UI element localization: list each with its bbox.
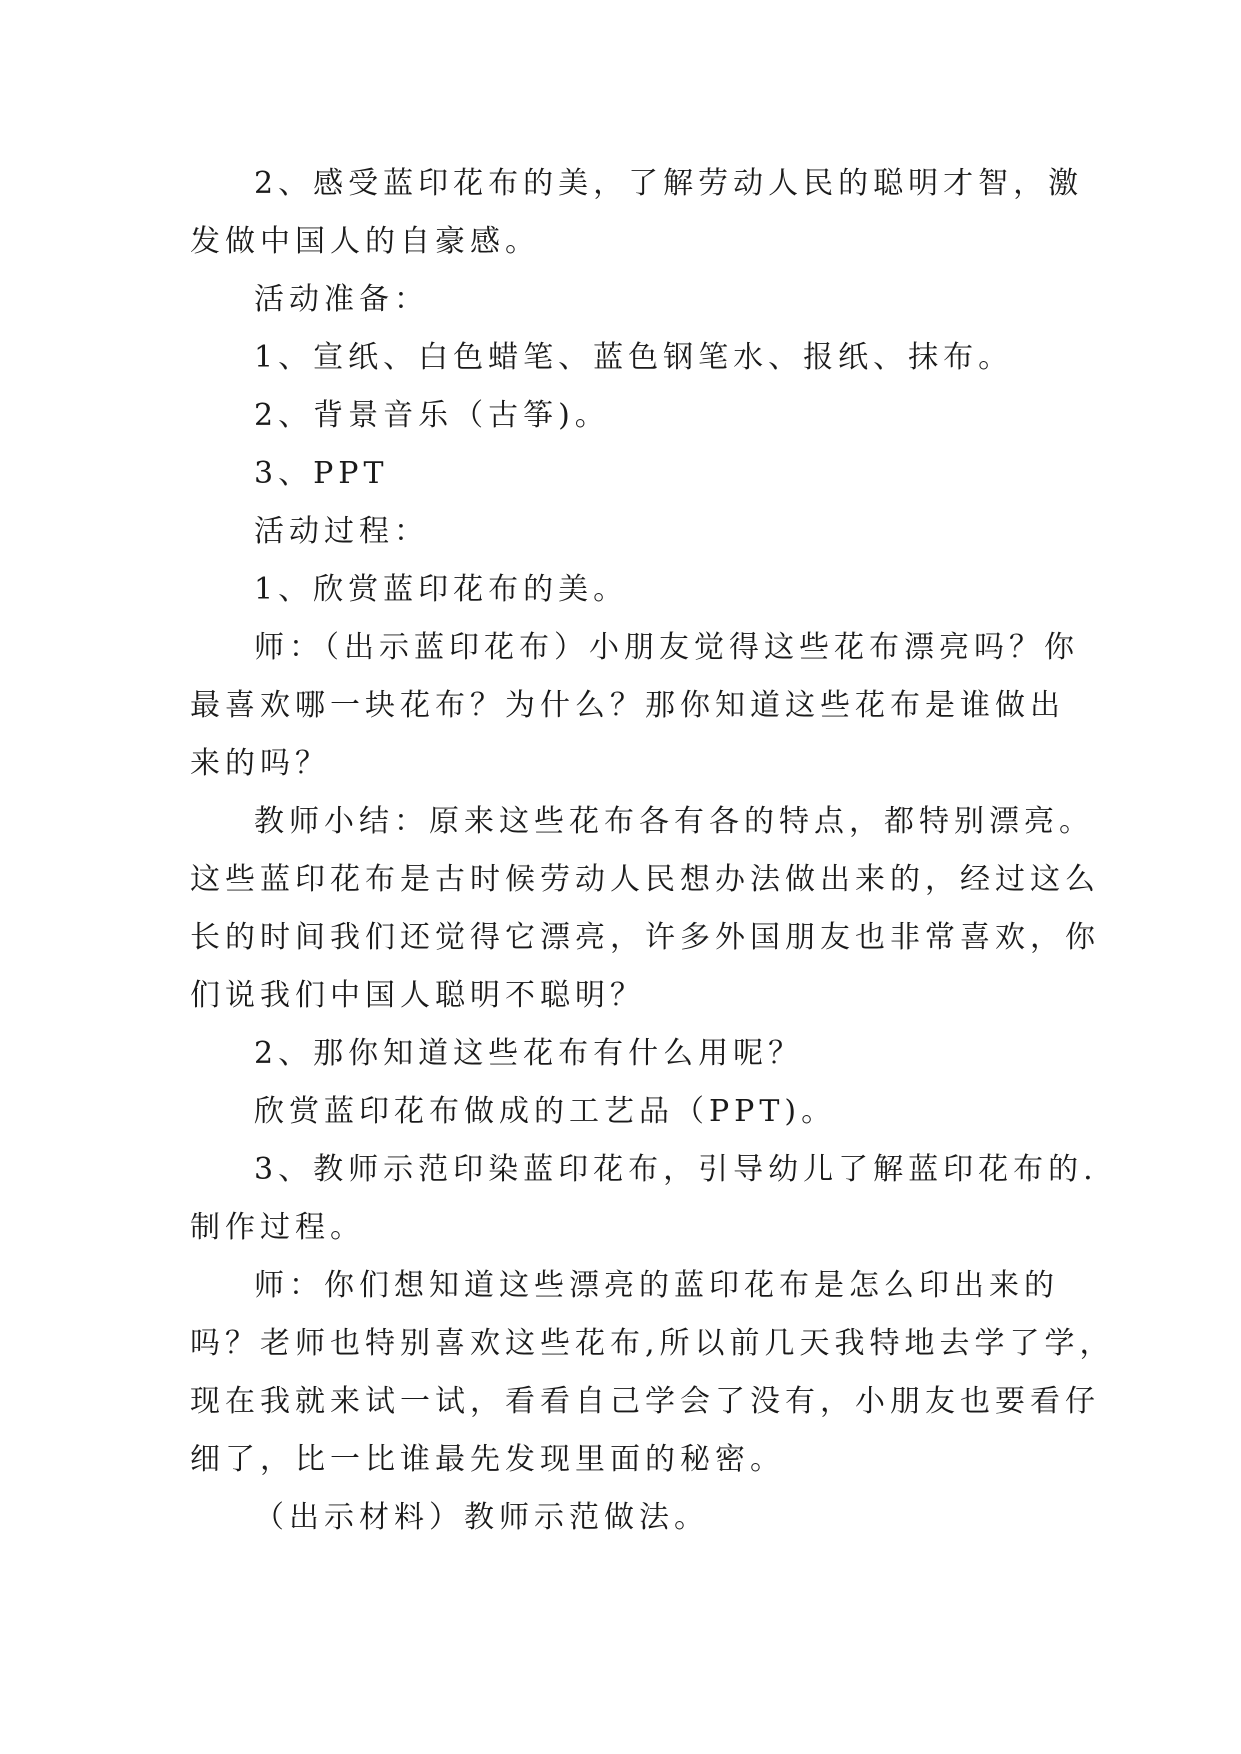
text-line: （出示材料）教师示范做法。 [254,1500,709,1535]
text-line: 这些蓝印花布是古时候劳动人民想办法做出来的，经过这么 [190,862,1100,897]
text-line: 3、PPT [254,456,389,491]
text-line: 教师小结：原来这些花布各有各的特点，都特别漂亮。 [254,804,1094,839]
text-line: 1、欣赏蓝印花布的美。 [254,572,629,607]
text-line: 1、宣纸、白色蜡笔、蓝色钢笔水、报纸、抹布。 [254,340,1014,375]
text-line: 欣赏蓝印花布做成的工艺品（PPT)。 [254,1094,837,1129]
text-line: 活动过程： [254,514,429,549]
text-line: 现在我就来试一试，看看自己学会了没有，小朋友也要看仔 [190,1384,1100,1419]
text-line: 活动准备： [254,282,429,317]
text-line: 细了，比一比谁最先发现里面的秘密。 [190,1442,785,1477]
text-line: 制作过程。 [190,1210,365,1245]
text-line: 发做中国人的自豪感。 [190,224,540,259]
text-line: 最喜欢哪一块花布？为什么？那你知道这些花布是谁做出 [190,688,1065,723]
text-line: 师：（出示蓝印花布）小朋友觉得这些花布漂亮吗？你 [254,630,1079,665]
text-line: 师：你们想知道这些漂亮的蓝印花布是怎么印出来的 [254,1268,1059,1303]
text-line: 长的时间我们还觉得它漂亮，许多外国朋友也非常喜欢，你 [190,920,1100,955]
text-line: 来的吗？ [190,746,330,781]
document-body [190,155,1115,1547]
text-line: 2、感受蓝印花布的美，了解劳动人民的聪明才智，激 [254,166,1084,201]
text-line: 2、那你知道这些花布有什么用呢？ [254,1036,804,1071]
text-line: 3、教师示范印染蓝印花布，引导幼儿了解蓝印花布的. [254,1152,1098,1187]
text-line: 2、背景音乐（古筝)。 [254,398,610,433]
text-line: 们说我们中国人聪明不聪明？ [190,978,645,1013]
text-line: 吗？老师也特别喜欢这些花布,所以前几天我特地去学了学， [190,1326,1115,1361]
